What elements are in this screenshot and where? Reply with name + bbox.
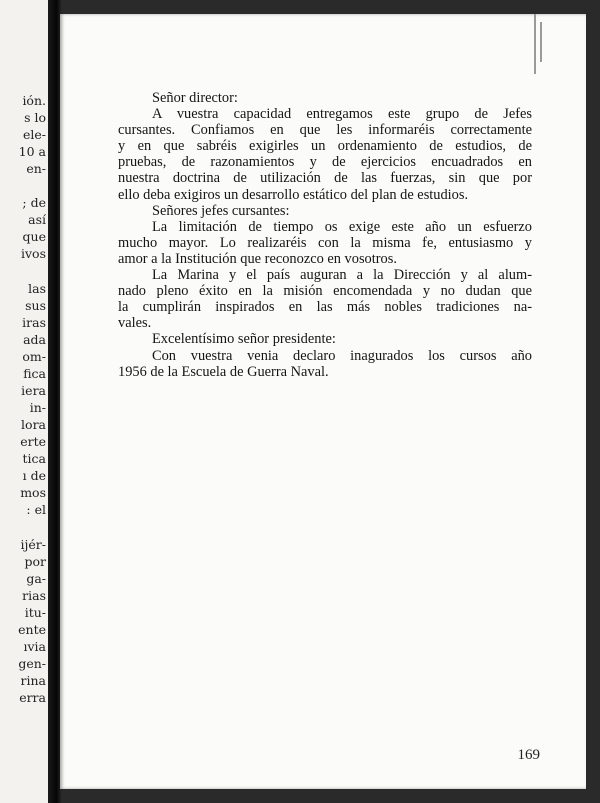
scan-edge-mark [534, 14, 536, 74]
scan-edge-mark [540, 22, 542, 62]
left-page-fragment: ijér- [20, 537, 46, 552]
page-number: 169 [517, 747, 540, 763]
left-page-fragment: ele- [22, 127, 46, 142]
left-page-fragment: que [22, 229, 46, 244]
left-page-fragment: iera [21, 383, 46, 398]
text-line: ello deba exigiros un desarrollo estático del plan de estudios. [118, 186, 469, 203]
left-page-fragment: ivos [21, 246, 46, 261]
left-page-fragment: ı de [22, 468, 46, 483]
left-page-fragment: ión. [22, 93, 46, 108]
left-page-fragment: in- [29, 400, 46, 415]
paragraph [118, 219, 532, 267]
paragraph [118, 106, 532, 203]
text-line: vales. [118, 315, 152, 332]
text-line: La limitación de tiempo os exige este año un esfuerzo [152, 218, 532, 235]
text-line: Excelentísimo señor presidente: [152, 331, 336, 348]
left-page-fragment: ente [18, 622, 46, 637]
left-page-fragment: por [24, 554, 46, 569]
text-line: nuestra doctrina de utilización de las fuerzas, sin que por [118, 170, 532, 187]
left-page-fragment: ga- [26, 571, 46, 586]
left-page-fragment: lora [21, 417, 46, 432]
left-page-fragment: erra [19, 690, 46, 705]
text-line: pruebas, de razonamientos y de ejercicios encuadrados en [118, 154, 532, 171]
text-line: la cumplirán inspirados en las más nobles tradiciones na- [118, 299, 532, 316]
left-page-fragment: fica [23, 366, 46, 381]
paragraph [118, 203, 532, 219]
text-line: mucho mayor. Lo realizaréis con la misma fe, entusiasmo y [118, 234, 532, 251]
paragraph [118, 348, 532, 380]
left-page-fragment: erte [20, 434, 46, 449]
text-line: Con vuestra venia declaro inagurados los cursos año [152, 347, 532, 364]
left-page-fragment: om- [22, 349, 46, 364]
left-page-fragment: en- [26, 161, 46, 176]
left-page-fragment: gen- [18, 656, 46, 671]
text-line: Señor director: [152, 90, 238, 106]
text-line: 1956 de la Escuela de Guerra Naval. [118, 363, 329, 380]
text-line: A vuestra capacidad entregamos este grupo de Jefes [152, 106, 532, 123]
text-line: cursantes. Confiamos en que les informaréis correctamente [118, 122, 532, 139]
text-line: nado pleno éxito en la misión encomendada y no dudan que [118, 283, 532, 300]
left-page-fragment: ada [23, 332, 46, 347]
left-page-fragment: las [28, 281, 46, 296]
text-line: y en que sabréis exigirles un ordenamiento de estudios, de [118, 138, 532, 155]
left-page-fragment: sus [25, 298, 46, 313]
left-page-fragment: s lo [24, 110, 46, 125]
paragraph [118, 331, 532, 347]
left-page-fragment: tica [22, 451, 46, 466]
left-page-fragment: ıvia [23, 639, 46, 654]
left-page-fragment: itu- [24, 605, 46, 620]
left-page-fragment: rias [22, 588, 46, 603]
left-page-fragment: así [28, 212, 46, 227]
body-text [118, 90, 532, 380]
text-line: La Marina y el país auguran a la Dirección y al alum- [152, 267, 532, 284]
right-page [60, 14, 586, 789]
left-page-fragment: ; de [22, 195, 46, 210]
text-line: Señores jefes cursantes: [152, 202, 290, 219]
paragraph [118, 90, 532, 106]
left-page-fragment: : el [26, 502, 46, 517]
left-page-fragment: rina [20, 673, 46, 688]
left-page-fragment: 10 a [18, 144, 46, 159]
left-page-fragment: mos [20, 485, 46, 500]
text-line: amor a la Institución que reconozco en vosotros. [118, 250, 397, 267]
paragraph [118, 267, 532, 331]
left-page-fragment: iras [22, 315, 46, 330]
left-page-edge [0, 0, 54, 803]
